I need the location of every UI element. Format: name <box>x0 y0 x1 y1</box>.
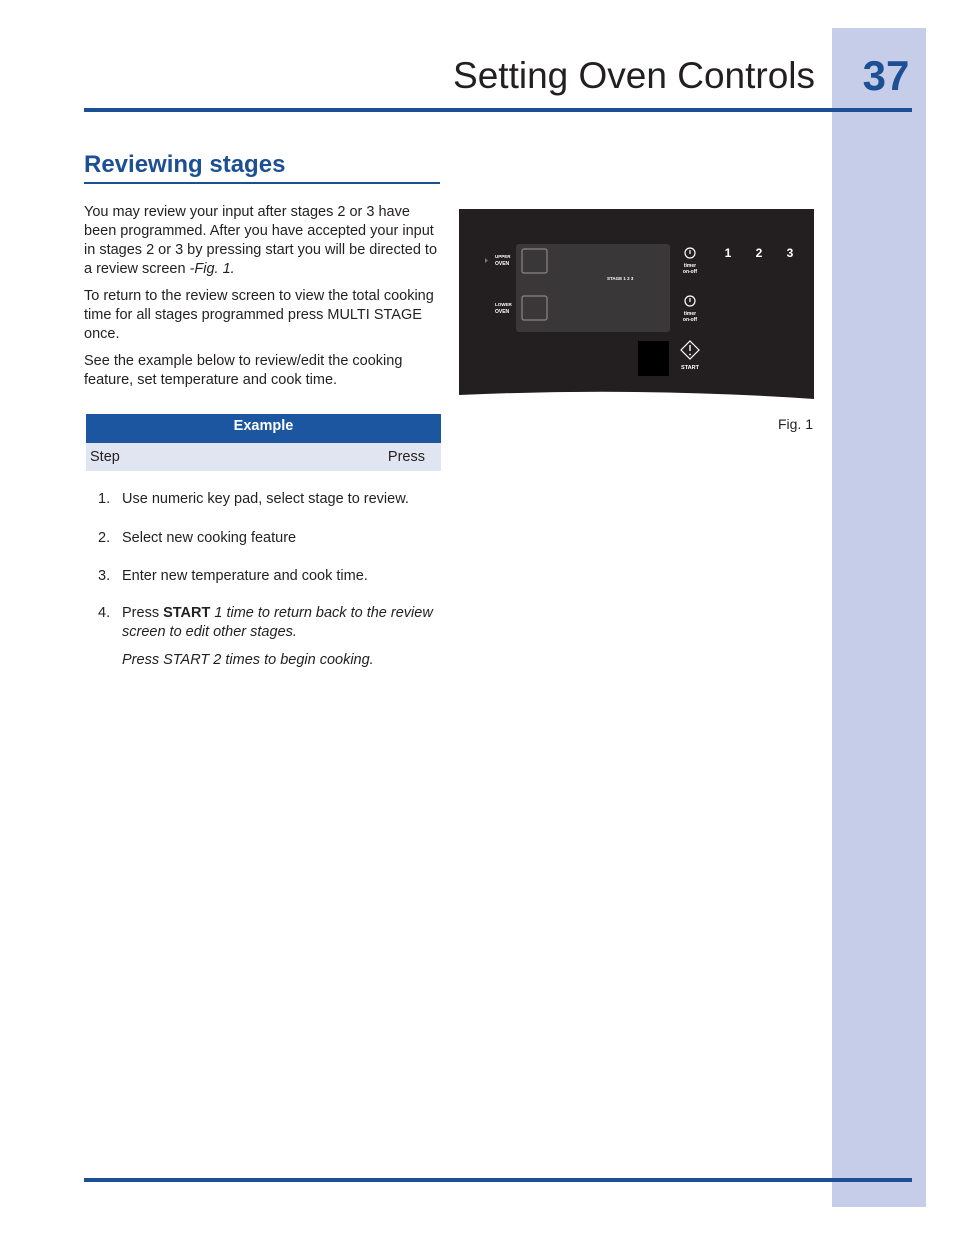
upper-oven-label-top: UPPER <box>495 254 511 259</box>
example-column-headers <box>86 443 441 471</box>
oven-control-panel-figure <box>459 209 814 401</box>
lower-timer-label-bottom: on-off <box>682 317 698 323</box>
start-note: Press START 2 times to begin cooking. <box>122 652 374 668</box>
side-band <box>832 28 926 1207</box>
step-number: 3. <box>98 568 111 584</box>
figure-reference: -Fig. 1. <box>189 261 235 277</box>
step-text: Use numeric key pad, select stage to review. <box>122 491 409 507</box>
page-title: Setting Oven Controls <box>453 55 815 96</box>
upper-timer-label-top: timer <box>683 263 697 269</box>
paragraph-see-example: See the example below to review/edit the cooking feature, set temperature and cook time. <box>84 353 403 388</box>
control-panel-graphic <box>459 209 814 401</box>
lower-oven-label-bottom: OVEN <box>495 309 510 315</box>
section-heading: Reviewing stages <box>84 148 440 184</box>
lower-oven-label-top: LOWER <box>495 302 512 307</box>
upper-timer-label-bottom: on-off <box>682 269 698 275</box>
stage-key-3[interactable]: 3 <box>786 246 794 260</box>
step-number: 2. <box>98 530 111 546</box>
start-keyword: START <box>163 605 211 621</box>
upper-oven-label-bottom: OVEN <box>495 261 510 267</box>
step-number: 1. <box>98 491 111 507</box>
step-prefix: Press <box>122 605 164 621</box>
step-instruction: 1 time to return back to the review screen to edit other stages. <box>122 605 433 640</box>
stage-key-2[interactable]: 2 <box>755 246 763 260</box>
example-table <box>86 414 441 471</box>
column-press: Press <box>387 449 425 465</box>
top-rule <box>84 108 912 112</box>
paragraph-review-input <box>84 203 444 279</box>
lower-timer-label-top: timer <box>683 311 697 317</box>
step-number: 4. <box>98 605 111 621</box>
step-text: Select new cooking feature <box>122 530 297 546</box>
example-header: Example <box>86 414 441 443</box>
display-screen <box>516 244 670 332</box>
step-text: Enter new temperature and cook time. <box>122 568 368 584</box>
highlight-square <box>638 341 669 376</box>
column-step: Step <box>90 449 120 465</box>
figure-caption: Fig. 1 <box>777 416 813 432</box>
bottom-rule <box>84 1178 912 1182</box>
paragraph-review-input-text: You may review your input after stages 2 or 3 have been programmed. After you have accepted your input in stages 2 or 3 by pressing start you will be directed to a review screen <box>84 204 438 277</box>
start-label: START <box>681 365 699 371</box>
display-stage-text: STAGE 1 2 3 <box>607 276 634 281</box>
paragraph-return-review: To return to the review screen to view the total cooking time for all stages programmed press MULTI STAGE once. <box>84 288 434 342</box>
stage-key-1[interactable]: 1 <box>724 246 732 260</box>
step-text <box>122 604 440 642</box>
page-number: 37 <box>862 52 910 99</box>
